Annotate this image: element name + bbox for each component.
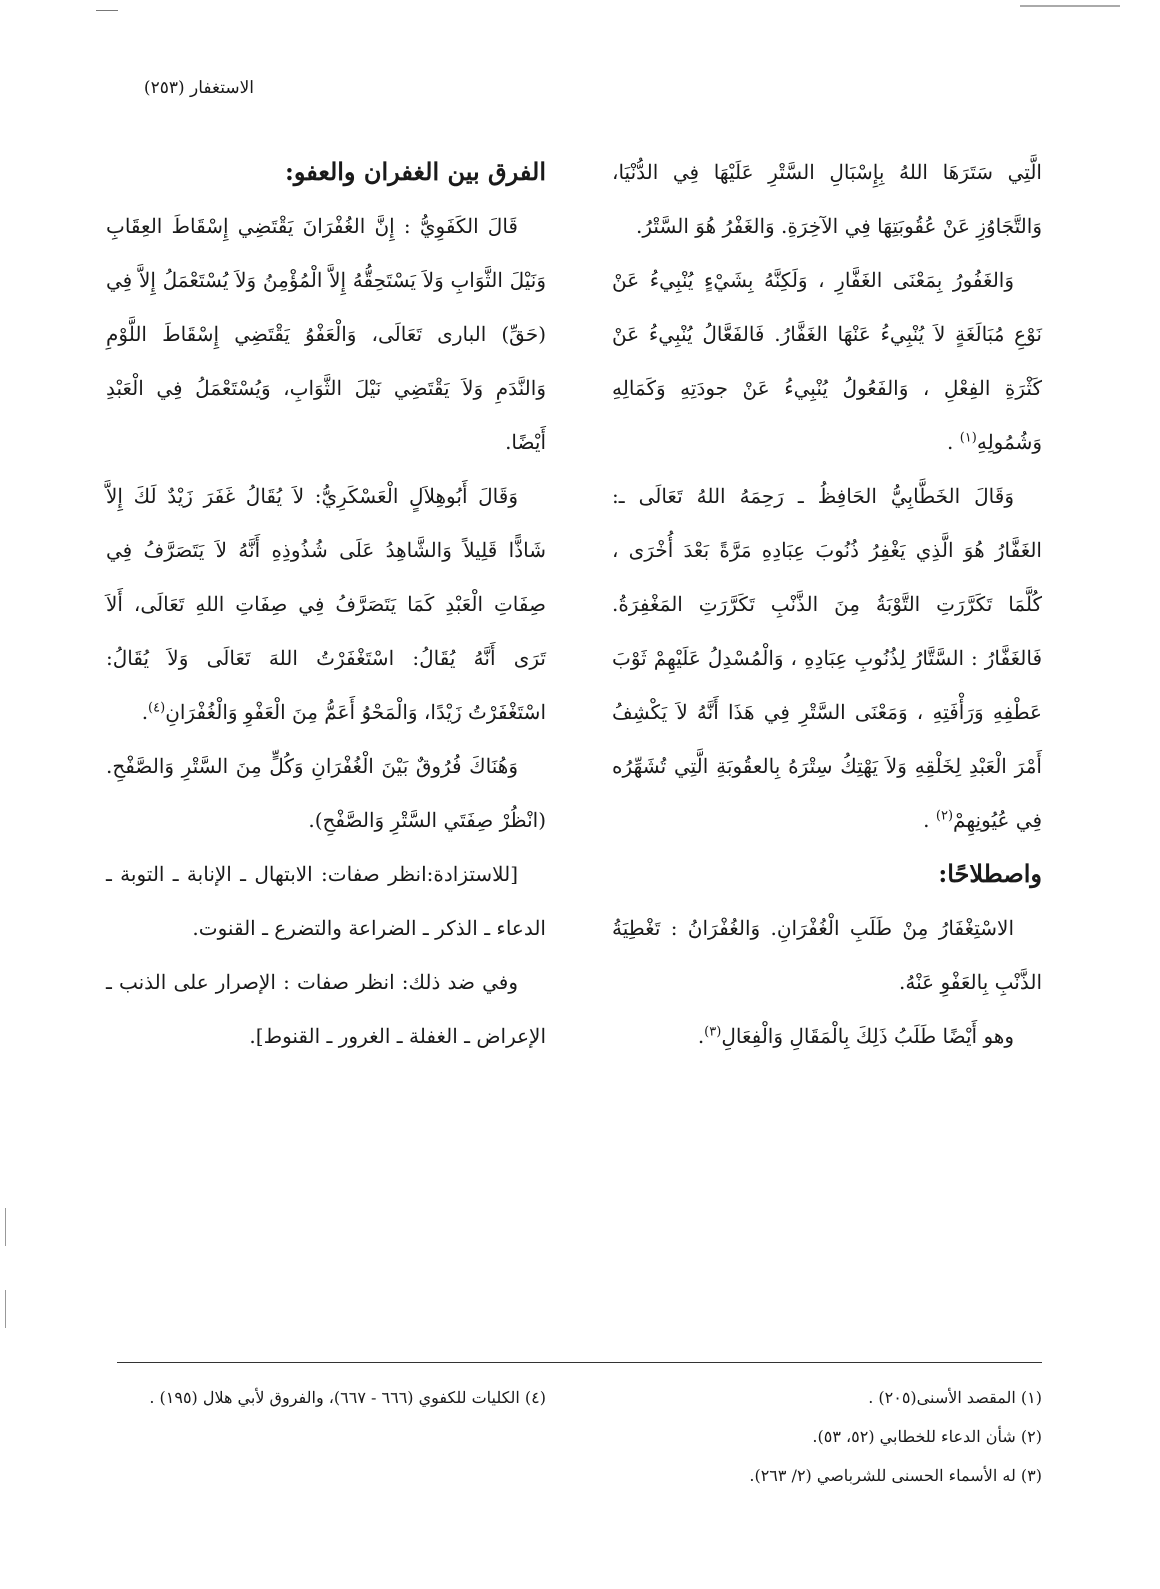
- footnote-divider: [117, 1362, 1042, 1363]
- section-heading: الفرق بين الغفران والعفو:: [284, 157, 546, 186]
- running-header: الاستغفار (٢٥٣): [143, 78, 254, 98]
- scan-margin-mark: [5, 1290, 6, 1328]
- footnote: (٤) الكليات للكفوي (٦٦٦ - ٦٦٧)، والفروق لأبي هلال (١٩٥) .: [149, 1388, 546, 1407]
- paragraph: وَهُنَاكَ فُرُوقٌ بَيْنَ الْغُفْرَانِ وَكُلٍّ مِنَ السَّتْرِ وَالصَّفْحِ. (انْظُرْ صِفَتَي السَّتْرِ وَالصَّفْحِ).: [106, 754, 546, 832]
- footnote-ref: (٢): [935, 808, 954, 824]
- footnote: (١) المقصد الأسنى(٢٠٥) .: [868, 1388, 1042, 1407]
- footnote-ref: (١): [959, 430, 977, 446]
- paragraph: وفي ضد ذلك: انظر صفات : الإصرار على الذنب ـ الإعراض ـ الغفلة ـ الغرور ـ القنوط].: [106, 970, 546, 1048]
- paragraph: الَّتِي سَتَرَهَا اللهُ بِإِسْبَالِ السَّتْرِ عَلَيْهَا فِي الدُّنْيَا، وَالتَّجَاوُزِ عَنْ عُقُوبَتِهَا فِي الآخِرَةِ. وَالغَفْرُ هُوَ السَّتْرُ.: [612, 160, 1042, 238]
- paragraph: وَقَالَ الخَطَّابِيُّ الحَافِظُ ـ رَحِمَهُ اللهُ تَعَالَى ـ: الغَفَّارُ هُوَ الَّذِي يَغْفِرُ ذُنُوبَ عِبَادِهِ مَرَّةً بَعْدَ أُخْرَى ، كُلَّمَا تَكَرَّرَتِ التَّوْبَةُ مِنَ الذَّنْبِ تَكَرَّرَتِ المَغْفِرَةُ. فَالغَفَّارُ : السَّتَّارُ لِذُنُوبِ عِبَادِهِ ، وَالْمُسْدِلُ عَلَيْهِمْ ثَوْبَ عَطْفِهِ وَرَأْفَتِهِ ، وَمَعْنَى السَّتْرِ فِي هَذَا أَنَّهُ لاَ يَكْشِفُ أَمْرَ الْعَبْدِ لِخَلْقِهِ وَلاَ يَهْتِكُ سِتْرَهُ بِالعقُوبَةِ الَّتِي تُشَهِّرُه فِي عُيُونِهِمْ$^{(٢)}$ .: [612, 484, 1042, 832]
- footnote-ref: (٣): [704, 1024, 722, 1040]
- footnote: (٢) شأن الدعاء للخطابي (٥٢، ٥٣).: [812, 1427, 1042, 1446]
- footnotes-right: [602, 1378, 1042, 1495]
- footnotes-left: [106, 1378, 546, 1417]
- paragraph: قَالَ الكَفَوِيُّ : إِنَّ الغُفْرَانَ يَقْتَضِي إِسْقَاطَ العِقَابِ وَنَيْلَ الثَّوَابِ وَلاَ يَسْتَحِقُّهُ إِلاَّ الْمُؤْمِنُ وَلاَ يُسْتَعْمَلُ إِلاَّ فِي (حَقِّ) البارى تَعَالَى، وَالْعَفْوُ يَقْتَضِي إِسْقَاطَ اللَّوْمِ وَالنَّدَمِ وَلاَ يَقْتَضِي نَيْلَ الثَّوَابِ، وَيُسْتَعْمَلُ فِي الْعَبْدِ أَيْضًا.: [106, 214, 546, 454]
- paragraph: [للاستزادة:انظر صفات: الابتهال ـ الإنابة ـ التوبة ـ الدعاء ـ الذكر ـ الضراعة والتضرع ـ القنوت.: [106, 862, 546, 940]
- paragraph: وهو أَيْضًا طَلَبُ ذَلِكَ بِالْمَقَالِ وَالْفِعَالِ$^{(٣)}$.: [697, 1024, 1014, 1048]
- paragraph: وَقَالَ أَبُوهِلاَلٍ الْعَسْكَرِيُّ: لاَ يُقَالُ غَفَرَ زَيْدٌ لَكَ إِلاَّ شَاذًّا قَلِيلاً وَالشَّاهِدُ عَلَى شُذُوذِهِ أَنَّهُ لاَ يَتَصَرَّفُ فِي صِفَاتِ الْعَبْدِ كَمَا يَتَصَرَّفُ فِي صِفَاتِ اللهِ تَعَالَى، أَلاَ تَرَى أَنَّهُ يُقَالُ: اسْتَغْفَرْتُ اللهَ تَعَالَى وَلاَ يُقَالُ: اسْتَغْفَرْتُ زَيْدًا، وَالْمَحْوُ أَعَمُّ مِنَ الْعَفْوِ وَالْغُفْرَانِ$^{(٤)}$.: [106, 484, 546, 724]
- left-column: [106, 145, 546, 1063]
- paragraph: وَالغَفُورُ بِمَعْنَى الغَفَّارِ ، وَلَكِنَّهُ بِشَيْءٍ يُنْبِيءُ عَنْ نَوْعِ مُبَالَغَةٍ لاَ يُنْبِيءُ عَنْهَا الغَفَّارُ. فَالفَعَّالُ يُنْبِيءُ عَنْ كَثْرَةِ الفِعْلِ ، وَالفَعُولُ يُنْبِيءُ عَنْ جودَتِهِ وَكَمَالِهِ وَشُمُولِهِ$^{(١)}$ .: [612, 268, 1042, 454]
- right-column: [612, 145, 1042, 1063]
- section-heading: واصطلاحًا:: [938, 859, 1042, 888]
- scan-mark: [96, 10, 118, 11]
- paragraph: الاسْتِغْفَارُ مِنْ طَلَبِ الْغُفْرَانِ. وَالغُفْرَانُ : تَغْطِيَةُ الذَّنْبِ بِالعَفْوِ عَنْهُ.: [612, 916, 1042, 994]
- scan-mark: [1020, 5, 1120, 7]
- footnote-ref: (٤): [148, 700, 166, 716]
- footnote: (٣) له الأسماء الحسنى للشرباصي (٢/ ٢٦٣).: [749, 1466, 1042, 1485]
- scan-margin-mark: [5, 1208, 6, 1246]
